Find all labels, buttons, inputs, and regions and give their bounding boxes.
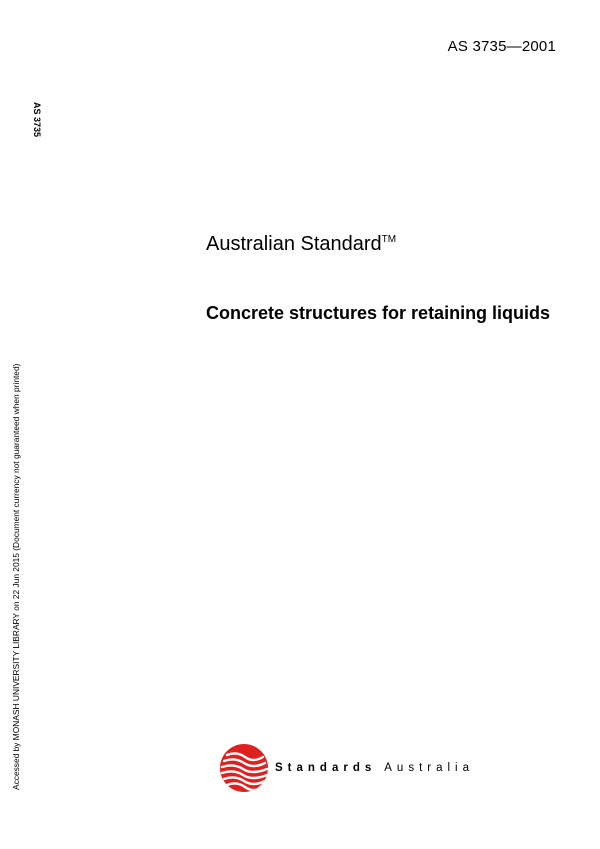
standard-type-heading — [206, 233, 396, 256]
standard-number: AS 3735—2001 — [447, 38, 556, 55]
publisher-name-regular: Australia — [384, 762, 474, 774]
standards-australia-logo-icon — [219, 743, 269, 793]
publisher-logo — [219, 743, 474, 793]
document-title: Concrete structures for retaining liquids — [206, 303, 551, 323]
access-note: Accessed by MONASH UNIVERSITY LIBRARY on 22 Jun 2015 (Document currency not guaranteed when printed) — [11, 363, 21, 790]
standard-type-text: Australian Standard — [206, 233, 382, 255]
trademark-mark: TM — [381, 234, 397, 245]
publisher-name-bold: Standards — [275, 762, 377, 774]
publisher-name — [275, 762, 474, 774]
spine-label: AS 3735 — [32, 102, 42, 138]
